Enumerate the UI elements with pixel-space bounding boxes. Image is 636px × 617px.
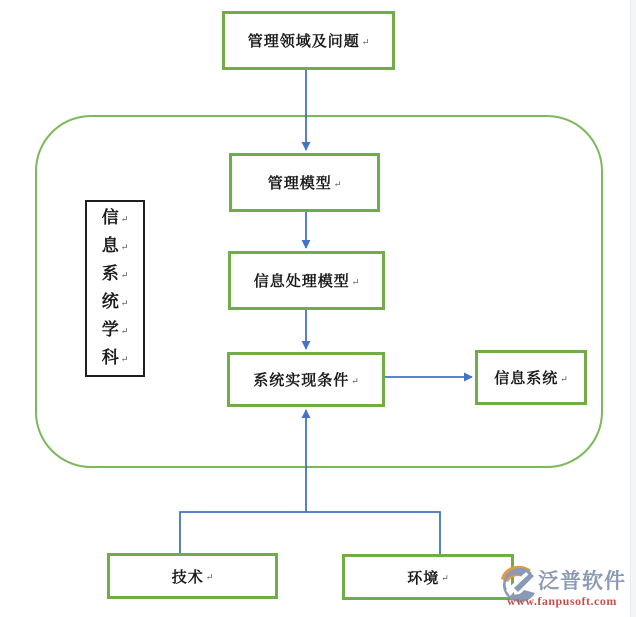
- discipline-char-row: [87, 235, 143, 256]
- box-info-processing-model-label: 信息处理模型: [253, 272, 350, 290]
- discipline-char: 统: [101, 292, 119, 313]
- box-system-implementation-label: 系统实现条件: [253, 371, 350, 389]
- box-discipline-label: [85, 200, 145, 377]
- box-environment-label: 环境: [407, 568, 440, 587]
- paragraph-mark: ↵: [120, 327, 129, 338]
- watermark-url-text: www.fanpusoft.com: [507, 594, 617, 608]
- discipline-char-row: [87, 350, 143, 367]
- box-information-system-label: 信息系统: [494, 369, 559, 387]
- paragraph-mark: ↵: [205, 573, 214, 583]
- discipline-char-row: [87, 263, 143, 284]
- paragraph-mark: ↵: [361, 37, 370, 48]
- box-technology-label: 技术: [171, 567, 204, 586]
- box-system-implementation: [227, 352, 385, 407]
- paragraph-mark: ↵: [120, 214, 129, 225]
- paragraph-mark: ↵: [351, 376, 359, 387]
- box-management-model-label: 管理模型: [267, 174, 332, 192]
- paragraph-mark: ↵: [441, 574, 449, 584]
- paragraph-mark: ↵: [120, 299, 129, 310]
- box-management-domain: [222, 11, 395, 70]
- watermark-brand-text: 泛普软件: [538, 568, 626, 593]
- paragraph-mark: ↵: [351, 277, 360, 288]
- box-information-system: [475, 350, 587, 405]
- discipline-char-row: [87, 294, 143, 311]
- box-environment: [342, 554, 514, 600]
- box-info-processing-model: [228, 251, 385, 310]
- discipline-char: 学: [101, 320, 119, 341]
- paragraph-mark: ↵: [120, 242, 129, 253]
- discipline-char-row: [87, 322, 143, 339]
- fanpu-watermark: [494, 558, 636, 614]
- box-management-model: [229, 153, 380, 212]
- paragraph-mark: ↵: [560, 374, 568, 385]
- discipline-char: 信: [101, 207, 119, 228]
- page-edge-strip: [630, 0, 636, 617]
- connector-tech-env-junction: [180, 512, 440, 554]
- discipline-char: 系: [101, 263, 119, 284]
- paragraph-mark: ↵: [120, 270, 129, 281]
- discipline-char: 息: [101, 235, 119, 256]
- box-technology: [107, 553, 278, 599]
- paragraph-mark: ↵: [333, 179, 342, 190]
- discipline-char: 科: [101, 348, 119, 369]
- paragraph-mark: ↵: [120, 355, 129, 366]
- discipline-char-row: [87, 207, 143, 228]
- box-management-domain-label: 管理领域及问题: [247, 32, 360, 50]
